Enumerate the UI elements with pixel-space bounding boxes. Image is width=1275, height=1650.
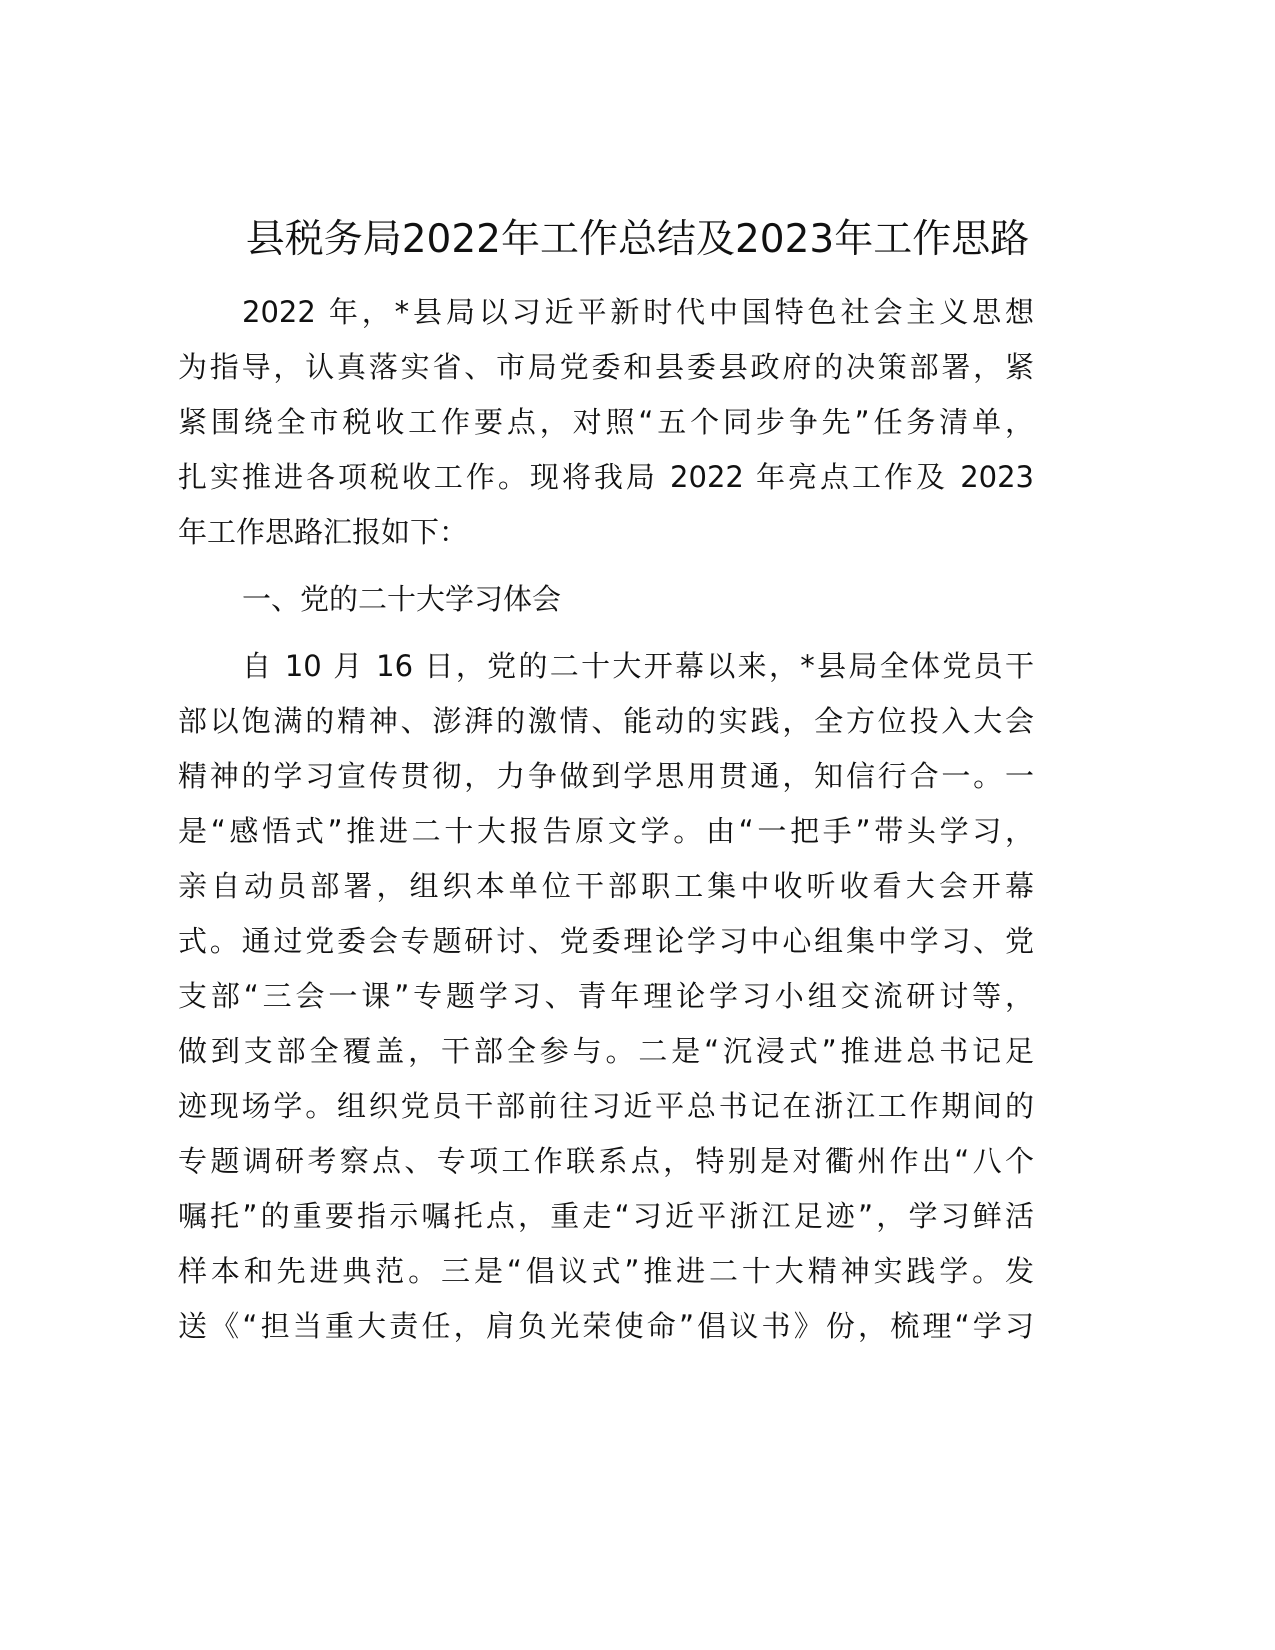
document-title: 县税务局2022年工作总结及2023年工作思路 [245,217,1030,262]
intro-paragraph [178,285,1034,560]
text-line: 年工作思路汇报如下： [178,515,469,549]
text-line: 精神的学习宣传贯彻，力争做到学思用贯通，知信行合一。一 [178,759,1034,793]
text-line: 是“感悟式”推进二十大报告原文学。由“一把手”带头学习， [178,814,1034,848]
text-line: 迹现场学。组织党员干部前往习近平总书记在浙江工作期间的 [178,1089,1034,1123]
text-line: 式。通过党委会专题研讨、党委理论学习中心组集中学习、党 [178,924,1034,958]
text-line: 部以饱满的精神、澎湃的激情、能动的实践，全方位投入大会 [178,704,1034,738]
section-heading: 一、党的二十大学习体会 [242,582,562,616]
text-line: 扎实推进各项税收工作。现将我局 2022 年亮点工作及 2023 [178,460,1034,494]
text-line: 为指导，认真落实省、市局党委和县委县政府的决策部署，紧 [178,350,1034,384]
document-body [178,285,1034,1366]
text-line: 亲自动员部署，组织本单位干部职工集中收听收看大会开幕 [178,869,1034,903]
text-line: 自 10 月 16 日，党的二十大开幕以来，*县局全体党员干 [242,649,1034,683]
text-line: 嘱托”的重要指示嘱托点，重走“习近平浙江足迹”，学习鲜活 [178,1199,1034,1233]
text-line: 紧围绕全市税收工作要点，对照“五个同步争先”任务清单， [178,405,1034,439]
text-line: 2022 年，*县局以习近平新时代中国特色社会主义思想 [242,295,1034,329]
text-line: 样本和先进典范。三是“倡议式”推进二十大精神实践学。发 [178,1254,1034,1288]
text-line: 做到支部全覆盖，干部全参与。二是“沉浸式”推进总书记足 [178,1034,1034,1068]
text-line: 送《“担当重大责任，肩负光荣使命”倡议书》份，梳理“学习 [178,1309,1034,1343]
text-line: 专题调研考察点、专项工作联系点，特别是对衢州作出“八个 [178,1144,1034,1178]
section1-paragraph [178,639,1034,1354]
text-line: 支部“三会一课”专题学习、青年理论学习小组交流研讨等， [178,979,1034,1013]
